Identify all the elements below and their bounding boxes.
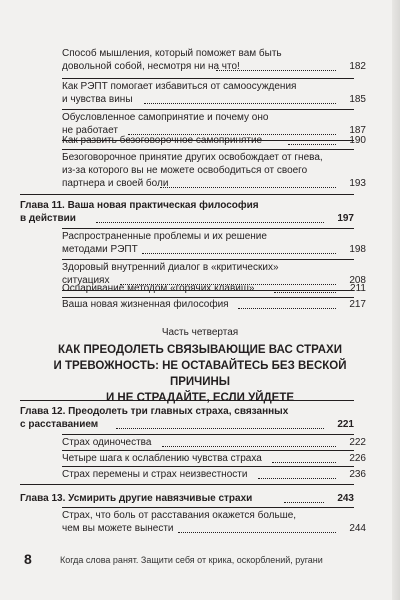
- toc-chapter-title: Глава 12. Преодолеть три главных страха, связанных с расставанием: [20, 406, 289, 430]
- toc-entry: [50, 151, 366, 190]
- toc-separator: [20, 194, 354, 195]
- toc-chapter: [20, 405, 354, 431]
- toc-leader: [272, 462, 336, 463]
- toc-entry: [50, 230, 366, 256]
- toc-chapter-page: 197: [337, 213, 354, 224]
- toc-leader: [96, 222, 324, 223]
- toc-separator: [62, 434, 354, 435]
- toc-entry: [50, 298, 366, 311]
- toc-entry-page: 211: [350, 283, 366, 294]
- toc-leader: [116, 428, 324, 429]
- toc-entry-page: 182: [349, 61, 366, 72]
- running-title: Когда слова ранят. Защити себя от крика, оскорблений, ругани: [60, 555, 323, 565]
- toc-entry-title: Оспаривание методом «горячих клавиш»: [62, 283, 255, 294]
- toc-leader: [144, 103, 336, 104]
- toc-entry-title: Способ мышления, который поможет вам быть довольной собой, несмотря ни на что!: [62, 48, 282, 72]
- toc-separator: [62, 259, 354, 260]
- toc-entry-page: 198: [349, 244, 366, 255]
- toc-entry: [50, 468, 366, 481]
- toc-chapter: [20, 199, 354, 225]
- toc-entry-title: Четыре шага к ослаблению чувства страха: [62, 453, 262, 464]
- toc-chapter-page: 243: [337, 493, 354, 504]
- toc-leader: [160, 187, 336, 188]
- toc-entry-page: 190: [349, 135, 366, 146]
- toc-entry-page: 226: [349, 453, 366, 464]
- toc-chapter: [20, 492, 354, 505]
- toc-entry: [50, 282, 366, 295]
- toc-entry-title: Как развить безоговорочное самопринятие: [62, 135, 263, 146]
- toc-entry-page: 222: [349, 437, 366, 448]
- toc-separator: [62, 228, 354, 229]
- toc-entry-title: Страх перемены и страх неизвестности: [62, 469, 248, 480]
- toc-separator: [62, 149, 354, 150]
- toc-leader: [216, 70, 336, 71]
- page-edge: [392, 0, 400, 600]
- toc-entry-page: 217: [349, 299, 366, 310]
- part-title: КАК ПРЕОДОЛЕТЬ СВЯЗЫВАЮЩИЕ ВАС СТРАХИ И ТРЕВОЖНОСТЬ: НЕ ОСТАВАЙТЕСЬ БЕЗ ВЕСКОЙ ПРИЧИНЫ И НЕ СТРАДАЙТЕ, ЕСЛИ УЙДЕТЕ: [53, 344, 347, 404]
- toc-entry-title: Ваша новая жизненная философия: [62, 299, 229, 310]
- toc-leader: [284, 502, 324, 503]
- toc-entry-page: 187: [349, 125, 366, 136]
- toc-separator: [62, 466, 354, 467]
- toc-separator: [62, 450, 354, 451]
- toc-leader: [274, 292, 336, 293]
- toc-separator: [62, 507, 354, 508]
- toc-entry-title: Безоговорочное принятие других освобождает от гнева, из-за которого вы не можете освободиться от своего партнера и своей боли: [62, 152, 323, 189]
- toc-entry-title: Страх одиночества: [62, 437, 152, 448]
- toc-separator: [20, 484, 354, 485]
- toc-entry-title: Как РЭПТ помогает избавиться от самоосуждения и чувства вины: [62, 81, 297, 105]
- toc-entry-title: Распространенные проблемы и их решение методами РЭПТ: [62, 231, 267, 255]
- toc-entry-page: 208: [349, 275, 366, 286]
- toc-separator: [62, 78, 354, 79]
- toc-entry: [50, 436, 366, 449]
- toc-entry-page: 244: [349, 523, 366, 534]
- toc-entry-title: Страх, что боль от расставания окажется больше, чем вы можете вынести: [62, 510, 297, 534]
- page-number: 8: [24, 551, 32, 567]
- toc-entry-title: Обусловленное самопринятие и почему оно не работает: [62, 112, 269, 136]
- toc-entry-page: 236: [349, 469, 366, 480]
- toc-entry: [50, 80, 366, 106]
- toc-leader: [258, 478, 336, 479]
- toc-leader: [178, 532, 336, 533]
- toc-leader: [288, 144, 336, 145]
- toc-chapter-title: Глава 13. Усмирить другие навязчивые страхи: [20, 493, 253, 504]
- toc-entry-page: 185: [349, 94, 366, 105]
- toc-separator: [62, 109, 354, 110]
- toc-entry: [50, 134, 366, 147]
- toc-chapter-title: Глава 11. Ваша новая практическая философия в действии: [20, 200, 259, 224]
- toc-entry: [50, 47, 366, 73]
- toc-leader: [238, 308, 336, 309]
- toc-entry-page: 193: [349, 178, 366, 189]
- toc-leader: [162, 446, 336, 447]
- part-label: Часть четвертая: [161, 327, 239, 338]
- toc-chapter-page: 221: [337, 419, 354, 430]
- toc-entry: [50, 452, 366, 465]
- toc-entry: [50, 509, 366, 535]
- toc-leader: [142, 253, 336, 254]
- toc-entry-title: Здоровый внутренний диалог в «критических» ситуациях: [62, 262, 279, 286]
